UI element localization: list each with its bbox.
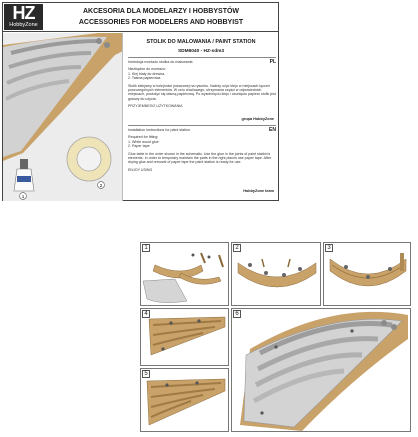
en-heading: Installation instructions for paint station: [128, 128, 190, 132]
product-photo: [3, 33, 123, 201]
tape-label: 2: [99, 183, 103, 188]
pl-needed-2: 2. Taśma papierowa.: [128, 76, 162, 81]
header-text: [45, 6, 277, 28]
en-needed-title: Required for fitting:: [128, 135, 159, 140]
pl-needed-title: Niezbędne do montażu:: [128, 67, 166, 72]
lang-tag-en: EN: [269, 127, 276, 133]
header-line-1: AKCESORIA DLA MODELARZY I HOBBYSTÓW: [82, 8, 240, 15]
step-number: 4: [142, 310, 150, 318]
instruction-sheet: [2, 2, 279, 201]
step-2-panel: [231, 242, 321, 306]
lang-tag-pl: PL: [269, 59, 276, 65]
pl-body: Stolik sklejamy w kolejności pokazanej na rysunku. Należy użyć kleju w miejscach łączeń poszczególnych elementów. W celu chwilowego, utrzymania części w odpowiednich miejscach, posłużyć się taśmą papierową. Po wyschnięciu kleju i usunięciu papieru stolik jest gotowy do użycia.: [128, 83, 276, 101]
step-number: 2: [233, 244, 241, 252]
step-4-panel: [140, 308, 229, 366]
pl-signature: grupa HobbyZone: [241, 117, 274, 121]
instruction-text-column: [124, 33, 278, 201]
product-title: STOLIK DO MALOWANIA / PAINT STATION: [146, 39, 256, 45]
divider: [128, 125, 276, 126]
glue-label: 1: [21, 194, 25, 199]
en-body: Glue table in the order shown in the schematic. Use the glue in the joints of paint station's elements. In order to temporary maintain the parts in the right places use paper tape. After drying glue and removal of paper tape the paint station is ready for use.: [128, 151, 272, 165]
pl-needed-1: 1. Klej biały do drewna.: [128, 71, 166, 76]
hobbyzone-logo: [4, 4, 43, 30]
pl-closing: PRZYJEMNEGO UŻYTKOWANIA: [128, 104, 183, 109]
logo-main: HZ: [12, 3, 35, 23]
step-number: 6: [233, 310, 241, 318]
assembly-steps: [138, 240, 413, 434]
divider: [128, 57, 276, 58]
header-line-2: ACCESSORIES FOR MODELERS AND HOBBYIST: [78, 19, 244, 26]
en-closing: ENJOY USING: [128, 167, 153, 172]
en-section: [128, 128, 276, 172]
en-needed-2: 2. Paper tape: [128, 144, 150, 149]
step-3-panel: [323, 242, 411, 306]
sheet-header: [3, 3, 278, 32]
step-number: 5: [142, 370, 150, 378]
pl-heading: Instrukcja montażu stolika do malowania: [128, 60, 193, 64]
step-number: 3: [325, 244, 333, 252]
pl-section: [128, 60, 276, 109]
product-code: SDM6040 - HZ-sdm3: [177, 49, 225, 54]
step-6-panel: [231, 308, 411, 432]
logo-sub: HobbyZone: [9, 22, 38, 28]
en-needed-1: 1. White wood glue: [128, 139, 159, 144]
step-5-panel: [140, 368, 229, 432]
step-number: 1: [142, 244, 150, 252]
en-signature: HobbyZone team: [243, 189, 274, 193]
step-1-panel: [140, 242, 229, 306]
